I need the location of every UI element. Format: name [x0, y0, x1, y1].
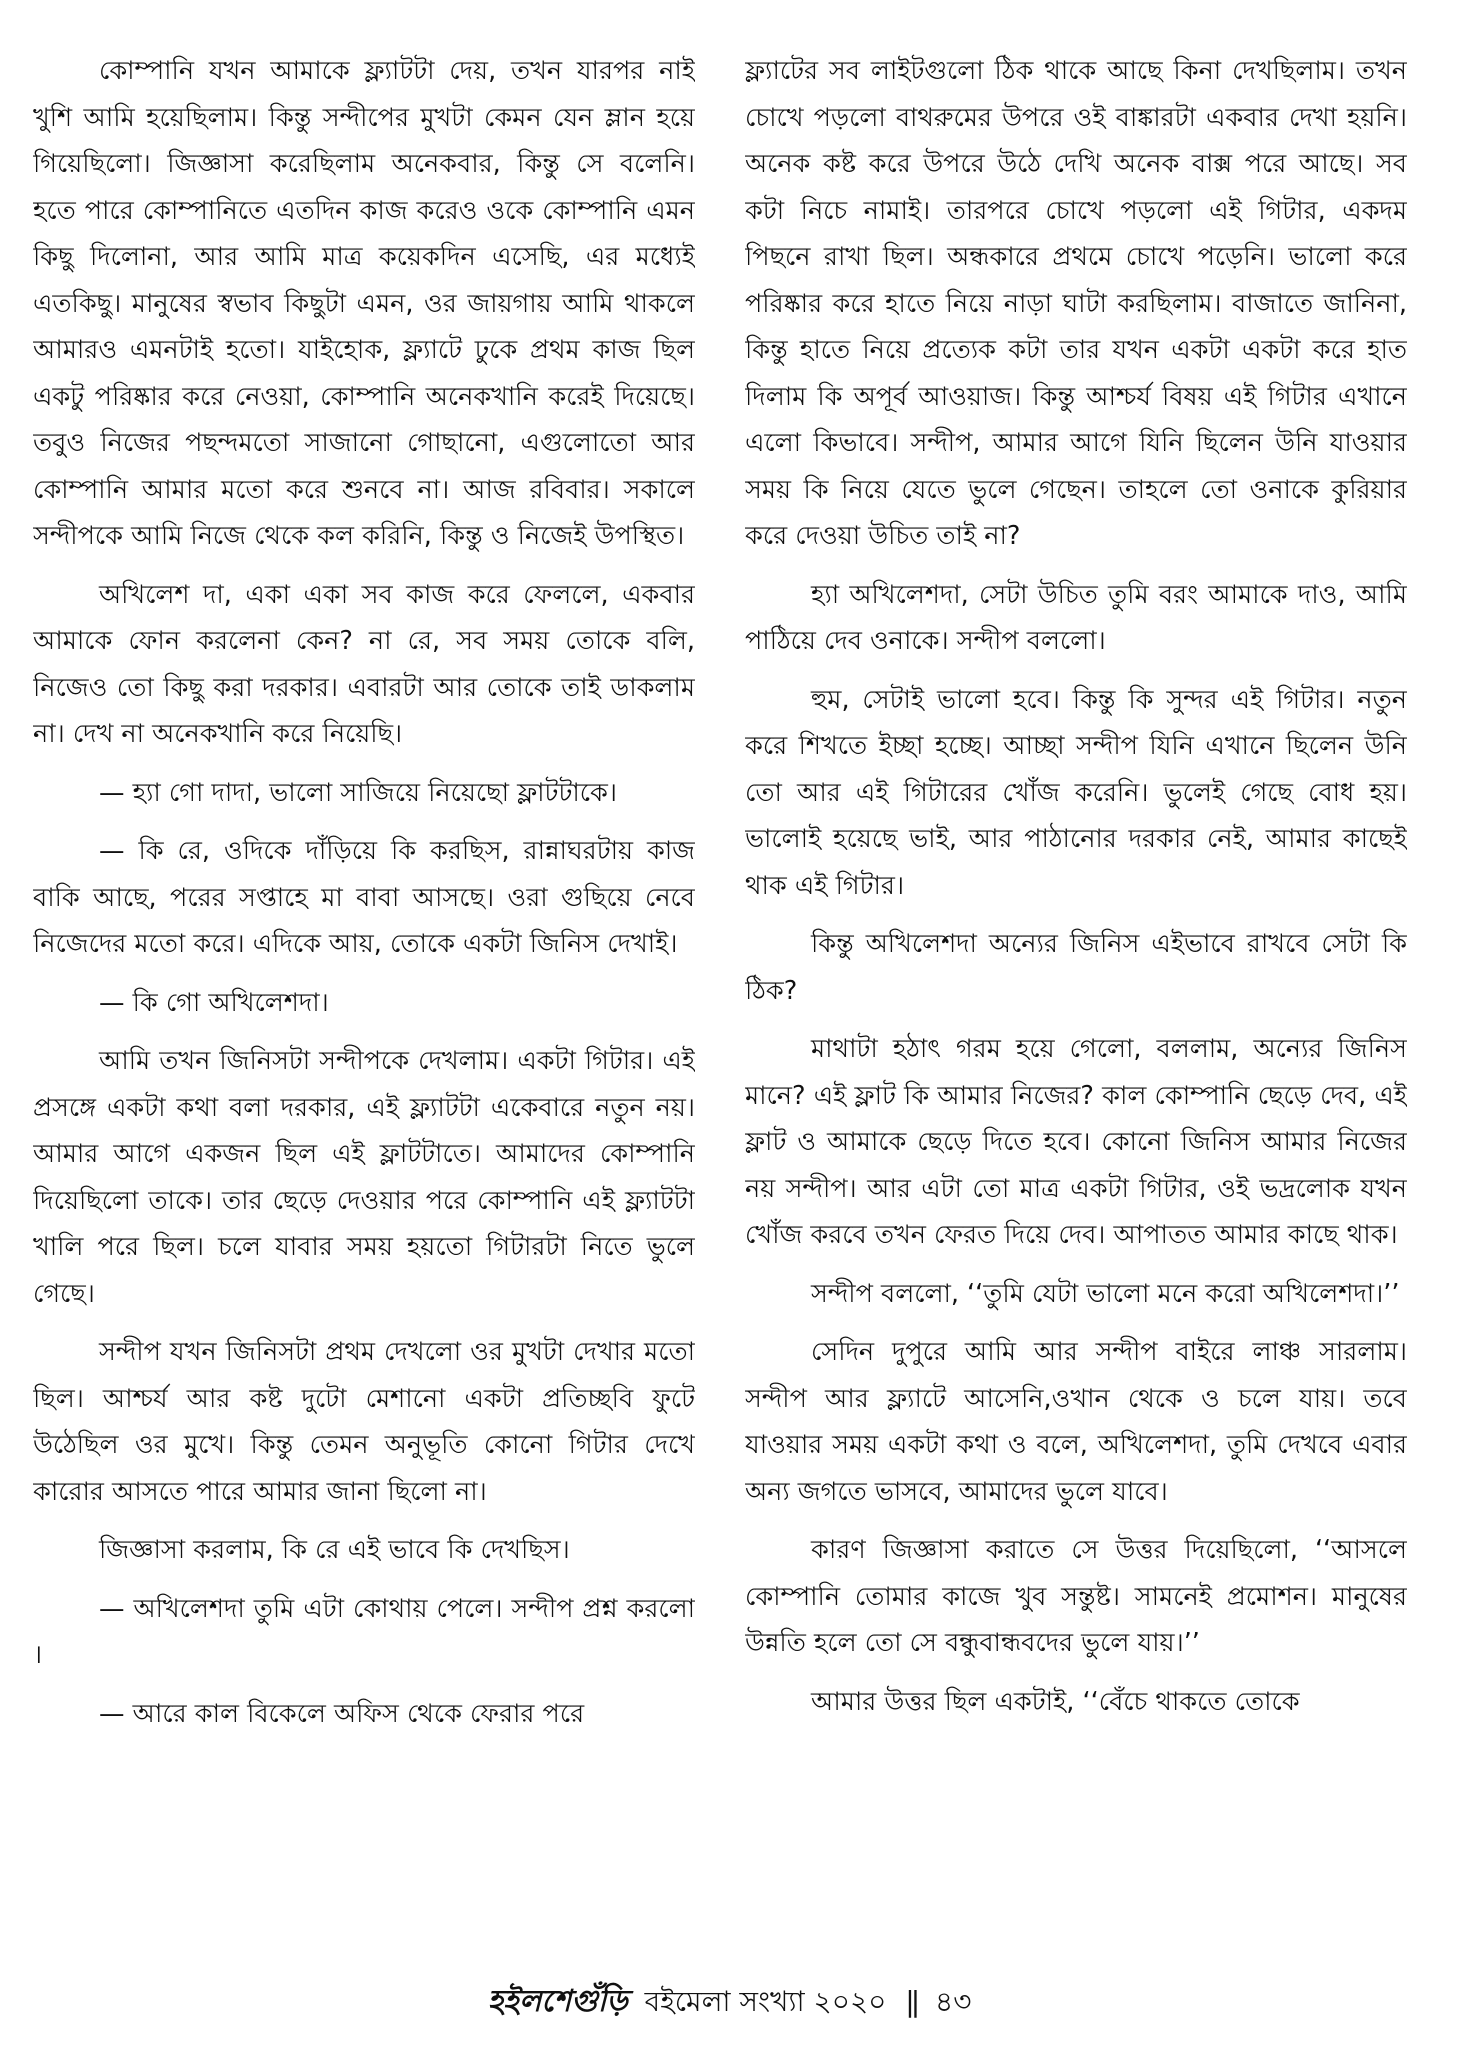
paragraph: অখিলেশ দা, একা একা সব কাজ করে ফেললে, একবার আমাকে ফোন করলেনা কেন? না রে, সব সময় তোকে বলি, নিজেও তো কিছু করা দরকার। এবারটা আর তোকে তাই ডাকলাম না। দেখ না অনেকখানি করে নিয়েছি।	[33, 579, 695, 749]
right-text-column	[745, 48, 1407, 1958]
paragraph: আমি তখন জিনিসটা সন্দীপকে দেখলাম। একটা গিটার। এই প্রসঙ্গে একটা কথা বলা দরকার, এই ফ্ল্যাটটা একেবারে নতুন নয়। আমার আগে একজন ছিল এই ফ্লাটটাতে। আমাদের কোম্পানি দিয়েছিলো তাকে। তার ছেড়ে দেওয়ার পরে কোম্পানি এই ফ্ল্যাটটা খালি পরে ছিল। চলে যাবার সময় হয়তো গিটারটা নিতে ভুলে গেছে।	[33, 1046, 695, 1309]
magazine-logo: হইলশেগুঁড়ি	[487, 1984, 628, 2019]
paragraph: ফ্ল্যাটের সব লাইটগুলো ঠিক থাকে আছে কিনা দেখছিলাম। তখন চোখে পড়লো বাথরুমের উপরে ওই বাঙ্কারটা একবার দেখা হয়নি। অনেক কষ্ট করে উপরে উঠে দেখি অনেক বাক্স পরে আছে। সব কটা নিচে নামাই। তারপরে চোখে পড়লো এই গিটার, একদম পিছনে রাখা ছিল। অন্ধকারে প্রথমে চোখে পড়েনি। ভালো করে পরিষ্কার করে হাতে নিয়ে নাড়া ঘাটা করছিলাম। বাজাতে জানিনা, কিন্তু হাতে নিয়ে প্রত্যেক কটা তার যখন একটা একটা করে হাত দিলাম কি অপূর্ব আওয়াজ। কিন্তু আশ্চর্য বিষয় এই গিটার এখানে এলো কিভাবে। সন্দীপ, আমার আগে যিনি ছিলেন উনি যাওয়ার সময় কি নিয়ে যেতে ভুলে গেছেন। তাহলে তো ওনাকে কুরিয়ার করে দেওয়া উচিত তাই না?	[745, 56, 1407, 551]
paragraph: হ্যা অখিলেশদা, সেটা উচিত তুমি বরং আমাকে দাও, আমি পাঠিয়ে দেব ওনাকে। সন্দীপ বললো।	[745, 579, 1407, 656]
paragraph: হুম, সেটাই ভালো হবে। কিন্তু কি সুন্দর এই গিটার। নতুন করে শিখতে ইচ্ছা হচ্ছে। আচ্ছা সন্দীপ যিনি এখানে ছিলেন উনি তো আর এই গিটারের খোঁজ করেনি। ভুলেই গেছে বোধ হয়। ভালোই হয়েছে ভাই, আর পাঠানোর দরকার নেই, আমার কাছেই থাক এই গিটার।	[745, 684, 1407, 901]
paragraph: মাথাটা হঠাৎ গরম হয়ে গেলো, বললাম, অন্যের জিনিস মানে? এই ফ্লাট কি আমার নিজের? কাল কোম্পানি ছেড়ে দেব, এই ফ্লাট ও আমাকে ছেড়ে দিতে হবে। কোনো জিনিস আমার নিজের নয় সন্দীপ। আর এটা তো মাত্র একটা গিটার, ওই ভদ্রলোক যখন খোঁজ করবে তখন ফেরত দিয়ে দেব। আপাতত আমার কাছে থাক।	[745, 1034, 1407, 1250]
paragraph: — হ্যা গো দাদা, ভালো সাজিয়ে নিয়েছো ফ্লাটটাকে।	[99, 777, 617, 808]
paragraph: জিজ্ঞাসা করলাম, কি রে এই ভাবে কি দেখছিস।	[99, 1535, 570, 1565]
issue-title: বইমেলা সংখ্যা ২০২০	[644, 1985, 887, 2018]
paragraph: কোম্পানি যখন আমাকে ফ্ল্যাটটা দেয়, তখন যারপর নাই খুশি আমি হয়েছিলাম। কিন্তু সন্দীপের মুখটা কেমন যেন ম্লান হয়ে গিয়েছিলো। জিজ্ঞাসা করেছিলাম অনেকবার, কিন্তু সে বলেনি। হতে পারে কোম্পানিতে এতদিন কাজ করেও ওকে কোম্পানি এমন কিছু দিলোনা, আর আমি মাত্র কয়েকদিন এসেছি, এর মধ্যেই এতকিছু। মানুষের স্বভাব কিছুটা এমন, ওর জায়গায় আমি থাকলে আমারও এমনটাই হতো। যাইহোক, ফ্ল্যাটে ঢুকে প্রথম কাজ ছিল একটু পরিষ্কার করে নেওয়া, কোম্পানি অনেকখানি করেই দিয়েছে। তবুও নিজের পছন্দমতো সাজানো গোছানো, এগুলোতো আর কোম্পানি আমার মতো করে শুনবে না। আজ রবিবার। সকালে সন্দীপকে আমি নিজে থেকে কল করিনি, কিন্তু ও নিজেই উপস্থিত।	[33, 56, 695, 551]
paragraph: — কি রে, ওদিকে দাঁড়িয়ে কি করছিস, রান্নাঘরটায় কাজ বাকি আছে, পরের সপ্তাহে মা বাবা আসছে। ওরা গুছিয়ে নেবে নিজেদের মতো করে। এদিকে আয়, তোকে একটা জিনিস দেখাই।	[33, 836, 695, 959]
left-text-column	[33, 48, 695, 1958]
paragraph: — আরে কাল বিকেলে অফিস থেকে ফেরার পরে	[99, 1698, 585, 1729]
paragraph: আমার উত্তর ছিল একটাই, ‘‘বেঁচে থাকতে তোকে	[811, 1686, 1300, 1717]
paragraph: কিন্তু অখিলেশদা অন্যের জিনিস এইভাবে রাখবে সেটা কি ঠিক?	[745, 929, 1407, 1006]
footer-separator: ||	[905, 1985, 917, 2018]
paragraph: সন্দীপ বললো, ‘‘তুমি যেটা ভালো মনে করো অখিলেশদা।’’	[811, 1278, 1400, 1309]
paragraph: কারণ জিজ্ঞাসা করাতে সে উত্তর দিয়েছিলো, ‘‘আসলে কোম্পানি তোমার কাজে খুব সন্তুষ্ট। সামনেই প্রমোশন। মানুষের উন্নতি হলে তো সে বন্ধুবান্ধবদের ভুলে যায়।’’	[745, 1535, 1407, 1658]
page-number: ৪৩	[935, 1985, 972, 2018]
paragraph: — অখিলেশদা তুমি এটা কোথায় পেলে। সন্দীপ প্রশ্ন করলো ।	[33, 1593, 695, 1670]
paragraph: সেদিন দুপুরে আমি আর সন্দীপ বাইরে লাঞ্চ সারলাম। সন্দীপ আর ফ্ল্যাটে আসেনি,ওখান থেকে ও চলে যায়। তবে যাওয়ার সময় একটা কথা ও বলে, অখিলেশদা, তুমি দেখবে এবার অন্য জগতে ভাসবে, আমাদের ভুলে যাবে।	[745, 1337, 1407, 1507]
page-footer	[0, 1982, 1459, 2022]
paragraph: সন্দীপ যখন জিনিসটা প্রথম দেখলো ওর মুখটা দেখার মতো ছিল। আশ্চর্য আর কষ্ট দুটো মেশানো একটা প্রতিচ্ছবি ফুটে উঠেছিল ওর মুখে। কিন্তু তেমন অনুভূতি কোনো গিটার দেখে কারোর আসতে পারে আমার জানা ছিলো না।	[33, 1337, 695, 1507]
paragraph: — কি গো অখিলেশদা।	[99, 987, 329, 1018]
